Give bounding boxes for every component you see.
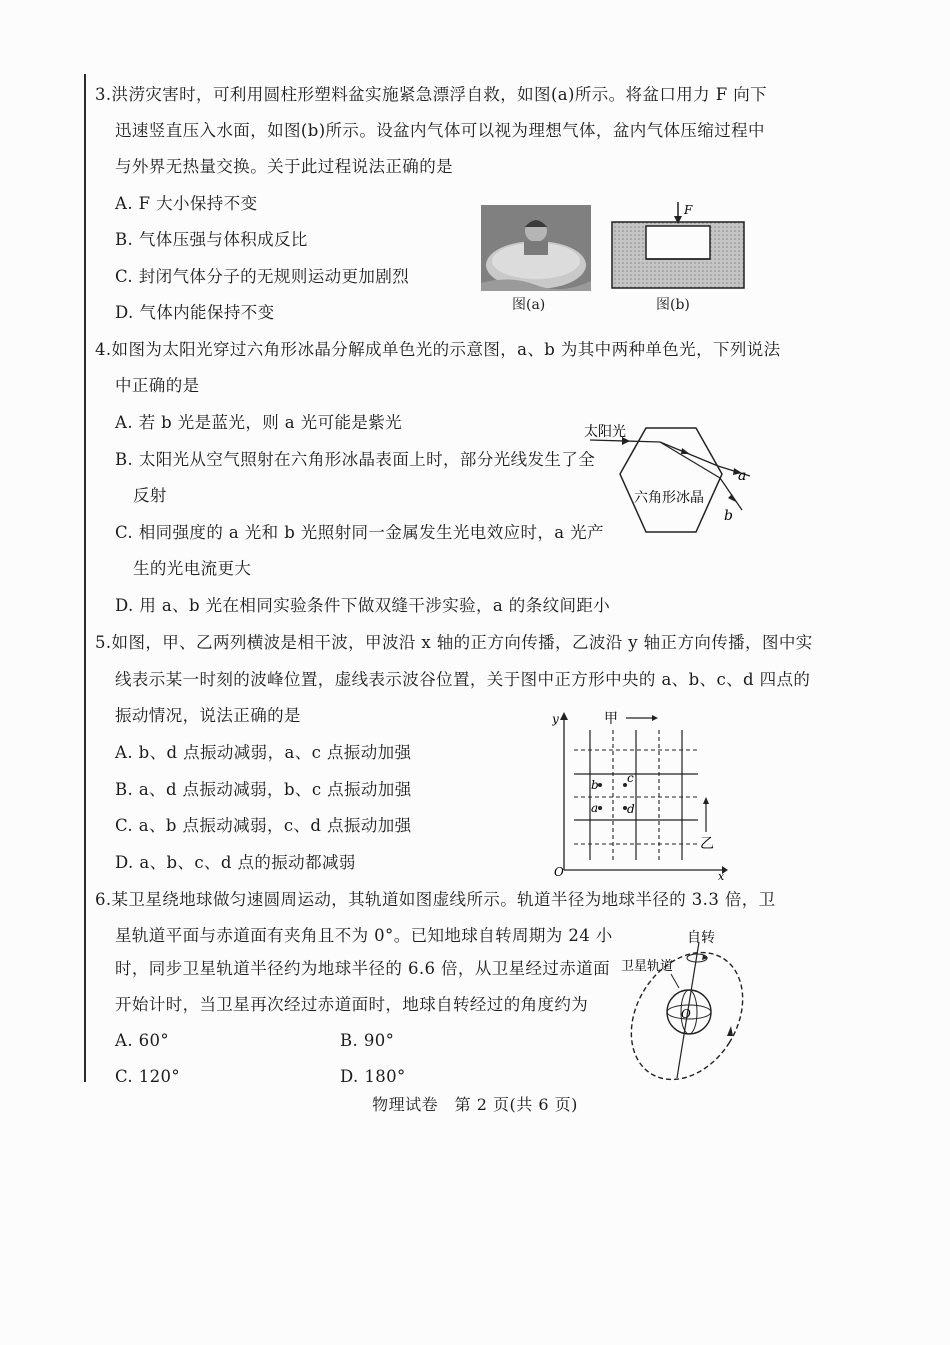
q3-option-a: A. F 大小保持不变: [115, 194, 258, 213]
q3-force-label: F: [684, 203, 693, 217]
q3-option-d: D. 气体内能保持不变: [115, 303, 275, 322]
margin-rule: [84, 74, 86, 1082]
q5-stem-line3: 振动情况，说法正确的是: [115, 706, 301, 725]
q5-stem-line1: 5.如图，甲、乙两列横波是相干波，甲波沿 x 轴的正方向传播，乙波沿 y 轴正方向传播，图中实: [95, 633, 813, 652]
q4-option-c: C. 相同强度的 a 光和 b 光照射同一金属发生光电效应时，a 光产: [115, 523, 604, 542]
q5-stem-line2: 线表示某一时刻的波峰位置，虚线表示波谷位置，关于图中正方形中央的 a、b、c、d 四点的: [115, 670, 811, 689]
q6-option-d: D. 180°: [340, 1067, 406, 1086]
q5-option-d: D. a、b、c、d 点的振动都减弱: [115, 853, 356, 872]
q6-option-c: C. 120°: [115, 1067, 181, 1086]
q3-stem-line1: 3.洪涝灾害时，可利用圆柱形塑料盆实施紧急漂浮自救，如图(a)所示。将盆口用力 F 向下: [95, 85, 767, 104]
q4-stem-line2: 中正确的是: [115, 376, 200, 395]
q4-option-b-cont: 反射: [133, 486, 167, 505]
q6-earth-center: O: [681, 1007, 691, 1021]
q4-ray-b-label: b: [724, 508, 733, 524]
q6-rotation-label: 自转: [687, 930, 715, 946]
q3-stem-line2: 迅速竖直压入水面，如图(b)所示。设盆内气体可以视为理想气体，盆内气体压缩过程中: [115, 121, 765, 140]
q3-option-c: C. 封闭气体分子的无规则运动更加剧烈: [115, 267, 410, 286]
q3-stem-line3: 与外界无热量交换。关于此过程说法正确的是: [115, 157, 453, 176]
q3-figure-a-photo: [481, 205, 591, 291]
q5-axis-y: y: [552, 712, 559, 726]
q5-option-b: B. a、d 点振动减弱，b、c 点振动加强: [115, 780, 412, 799]
q4-crystal-label: 六角形冰晶: [634, 490, 704, 506]
q6-stem-line2: 星轨道平面与赤道面有夹角且不为 0°。已知地球自转周期为 24 小: [115, 926, 613, 945]
q6-orbit-label: 卫星轨道: [621, 959, 674, 974]
q4-stem-line1: 4.如图为太阳光穿过六角形冰晶分解成单色光的示意图，a、b 为其中两种单色光，下列说法: [95, 340, 781, 359]
q4-option-b: B. 太阳光从空气照射在六角形冰晶表面上时，部分光线发生了全: [115, 450, 596, 469]
q5-wave-jia: 甲: [604, 711, 618, 727]
q6-option-a: A. 60°: [115, 1031, 170, 1050]
q4-option-c-cont: 生的光电流更大: [133, 559, 252, 578]
q5-point-c: c: [627, 771, 634, 785]
q4-sunlight-label: 太阳光: [584, 424, 626, 440]
q4-option-d: D. 用 a、b 光在相同实验条件下做双缝干涉实验，a 的条纹间距小: [115, 596, 611, 615]
q6-stem-line4: 开始计时，当卫星再次经过赤道面时，地球自转经过的角度约为: [115, 995, 589, 1014]
page-footer: 物理试卷 第 2 页(共 6 页): [372, 1095, 578, 1114]
q4-ice-crystal-diagram: [582, 414, 762, 544]
q5-wave-yi: 乙: [700, 836, 714, 852]
q6-stem-line3: 时，同步卫星轨道半径约为地球半径的 6.6 倍，从卫星经过赤道面: [115, 959, 611, 978]
q4-option-a: A. 若 b 光是蓝光，则 a 光可能是紫光: [115, 413, 403, 432]
q6-stem-line1: 6.某卫星绕地球做匀速圆周运动，其轨道如图虚线所示。轨道半径为地球半径的 3.3 倍，卫: [95, 890, 776, 909]
q3-option-b: B. 气体压强与体积成反比: [115, 230, 308, 249]
q3-figure-a-caption: 图(a): [512, 297, 546, 313]
q6-orbit-diagram: [615, 926, 765, 1084]
q3-figure-b-diagram: [610, 198, 746, 292]
q5-point-a: a: [591, 801, 599, 815]
q6-option-b: B. 90°: [340, 1031, 395, 1050]
q5-point-b: b: [591, 778, 599, 792]
q5-point-d: d: [627, 802, 635, 816]
q4-ray-a-label: a: [738, 468, 747, 484]
q5-option-a: A. b、d 点振动减弱，a、c 点振动加强: [115, 743, 412, 762]
q5-axis-x: x: [718, 870, 725, 880]
q5-origin: O: [554, 865, 564, 879]
q5-option-c: C. a、b 点振动减弱，c、d 点振动加强: [115, 816, 412, 835]
q5-wave-grid-diagram: [552, 708, 732, 880]
q3-figure-b-caption: 图(b): [656, 297, 690, 313]
